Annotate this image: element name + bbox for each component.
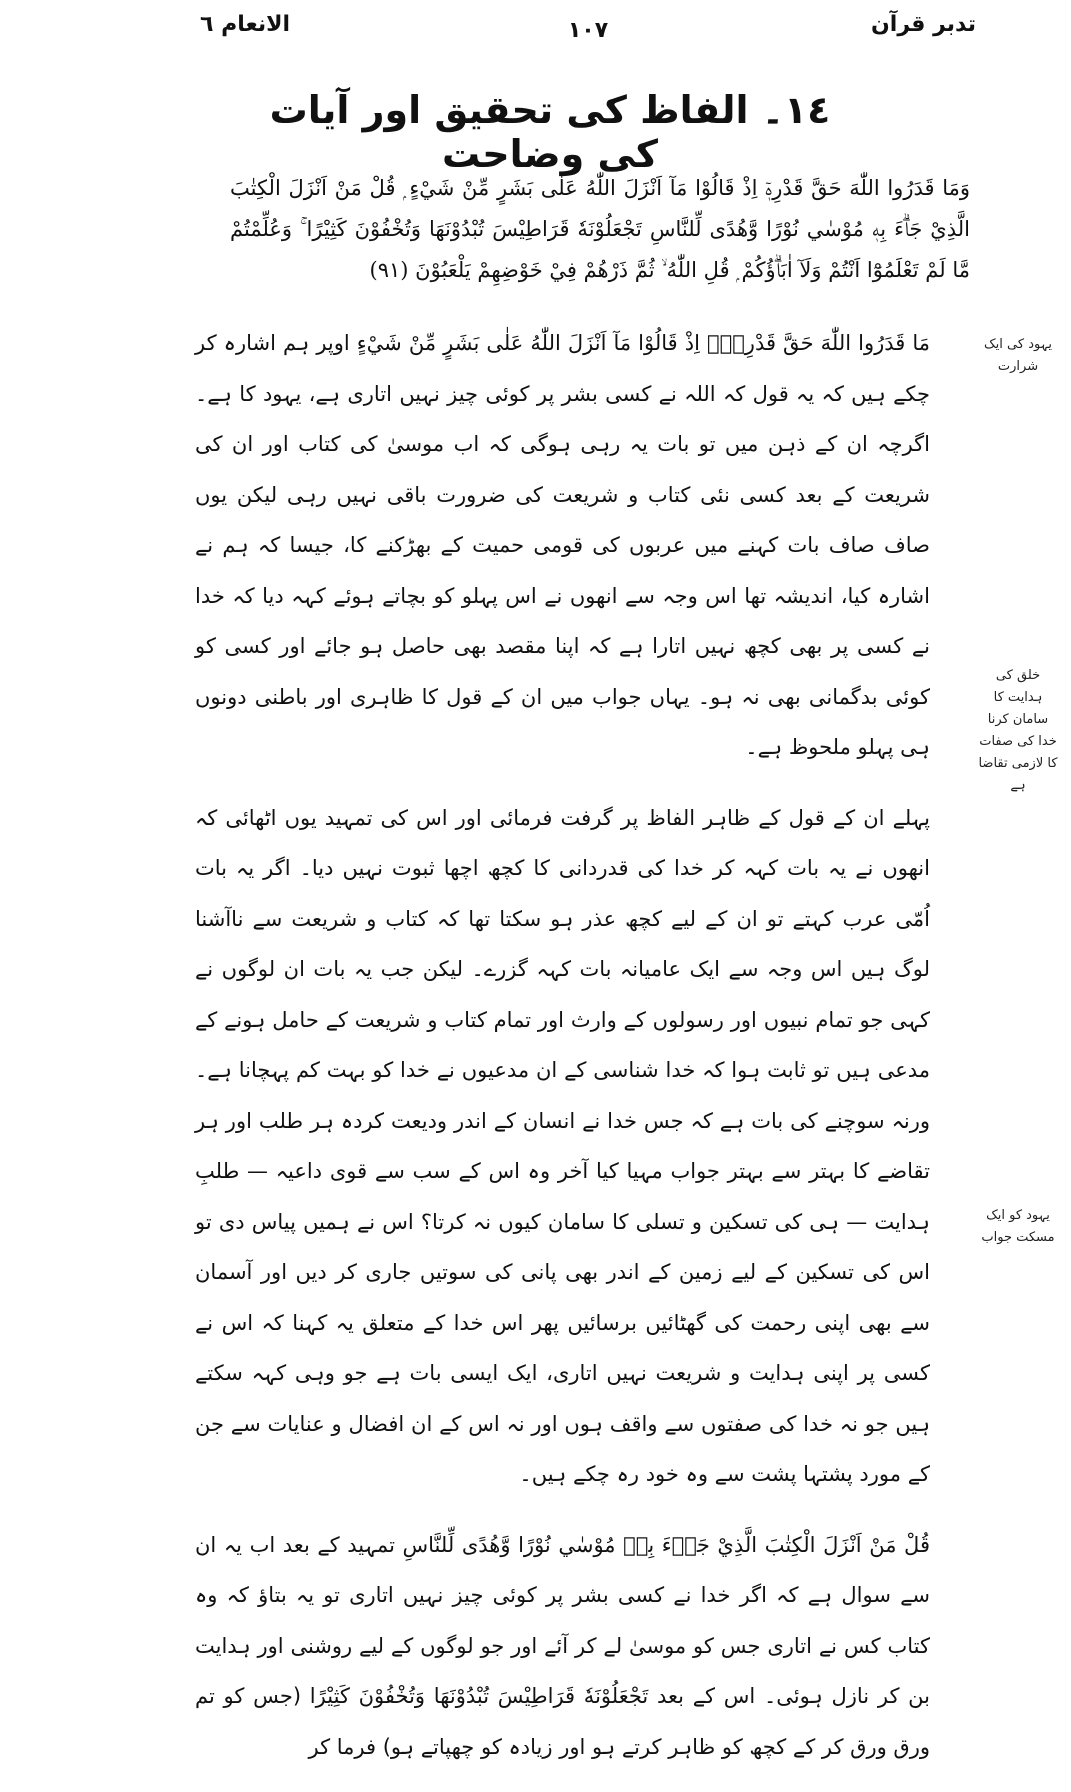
margin-note: خلق کی ہدایت کا سامان کرنا خدا کی صفات کا لازمی تقاضا ہے [978, 668, 1058, 793]
page-number: ١٠٧ [567, 18, 609, 43]
book-title: تدبر قرآن [871, 12, 976, 37]
paragraph-text: پہلے ان کے قول کے ظاہر الفاظ پر گرفت فرمائی اور اس کی تمہید یوں اٹھائی کہ انھوں نے یہ بات کہہ کر خدا کی قدردانی کا کچھ اچھا ثبوت نہیں دیا۔ اگر یہ بات اُمّی عرب کہتے تو ان کے لیے کچھ عذر ہو سکتا تھا کہ کتاب و شریعت سے ناآشنا لوگ ہیں اس وجہ سے ایک عامیانہ بات کہہ گزرے۔ لیکن جب یہ بات ان لوگوں نے کہی جو تمام نبیوں اور رسولوں کے وارث اور تمام کتاب و شریعت کے حامل ہونے کے مدعی ہیں تو ثابت ہوا کہ خدا شناسی کے ان مدعیوں نے خدا کو بہت کم پہچانا ہے۔ ورنہ سوچنے کی بات ہے کہ جس خدا نے انسان کے اندر ودیعت کردہ ہر طلب اور ہر تقاضے کا بہتر سے بہتر جواب مہیا کیا آخر وہ اس کے سب سے قوی داعیہ — طلبِ ہدایت — ہی کی تسکین و تسلی کا سامان کیوں نہ کرتا؟ اس نے ہمیں پیاس دی تو اس کی تسکین کے لیے زمین کے اندر بھی پانی کی سوتیں جاری کر دیں اور آسمان سے بھی اپنی رحمت کی گھٹائیں برسائیں پھر اس خدا کے متعلق یہ کہنا کہ اس نے کسی پر اپنی ہدایت و شریعت نہیں اتاری، ایک ایسی بات ہے جو وہی کہہ سکتے ہیں جو نہ خدا کی صفتوں سے واقف ہوں اور نہ اس کے ان افضال و عنایات سے جن کے مورد پشتہا پشت سے وہ خود رہ چکے ہیں۔ [195, 805, 930, 1486]
section-heading: ١٤۔ الفاظ کی تحقیق اور آیات کی وضاحت [269, 88, 831, 176]
quran-verse: وَمَا قَدَرُوا اللّٰهَ حَقَّ قَدْرِهٖٓ اِذْ قَالُوْا مَآ اَنْزَلَ اللّٰهُ عَلٰى بَشَرٍ مِّنْ شَيْءٍ ۭ قُلْ مَنْ اَنْزَلَ الْكِتٰبَ الَّذِيْ جَاۗءَ بِهٖ مُوْسٰي نُوْرًا وَّهُدًى لِّلنَّاسِ تَجْعَلُوْنَهٗ قَرَاطِيْسَ تُبْدُوْنَهَا وَتُخْفُوْنَ كَثِيْرًا ۚ وَعُلِّمْتُمْ مَّا لَمْ تَعْلَمُوْٓا اَنْتُمْ وَلَآ اٰبَاۗؤُكُمْ ۭ قُلِ اللّٰهُ ۙ ثُمَّ ذَرْهُمْ فِيْ خَوْضِهِمْ يَلْعَبُوْنَ (٩١) [230, 176, 970, 282]
commentary-paragraph [195, 793, 930, 1500]
verse-quote: مَا قَدَرُوا اللّٰهَ حَقَّ قَدْرِهٖٓ اِذْ قَالُوْا مَآ اَنْزَلَ اللّٰهُ عَلٰى بَشَرٍ مِّنْ شَيْءٍ [356, 331, 930, 355]
commentary-paragraph [195, 318, 930, 773]
commentary-body [195, 318, 930, 1792]
paragraph-text: تمہید کے بعد اب یہ ان سے سوال ہے کہ اگر خدا نے کسی بشر پر کوئی چیز نہیں اتاری تو یہ بتاؤ کہ وہ کتاب کس نے اتاری جس کو موسیٰ لے کر آئے اور جو لوگوں کے لیے روشنی اور ہدایت بن کر نازل ہوئی۔ اس کے بعد تَجْعَلُوْنَهٗ قَرَاطِيْسَ تُبْدُوْنَهَا وَتُخْفُوْنَ كَثِيْرًا (جس کو تم ورق ورق کر کے کچھ کو ظاہر کرتے ہو اور زیادہ کو چھپاتے ہو) فرما کر [195, 1532, 930, 1759]
verse-quote: قُلْ مَنْ اَنْزَلَ الْكِتٰبَ الَّذِيْ جَاۗءَ بِهٖ مُوْسٰي نُوْرًا وَّهُدًى لِّلنَّاسِ [402, 1532, 930, 1557]
margin-note: یہود کو ایک مسکت جواب [981, 1208, 1055, 1245]
surah-name: الانعام ٦ [200, 12, 291, 37]
commentary-paragraph [195, 1520, 930, 1773]
margin-note: یہود کی ایک شرارت [984, 337, 1052, 374]
running-header [200, 12, 976, 52]
paragraph-text: اوپر ہم اشارہ کر چکے ہیں کہ یہ قول کہ اللہ نے کسی بشر پر کوئی چیز نہیں اتاری ہے، یہود کا ہے۔ اگرچہ ان کے ذہن میں تو بات یہ رہی ہوگی کہ اب موسیٰ کی کتاب اور ان کی شریعت کے بعد کسی نئی کتاب و شریعت کی ضرورت باقی نہیں رہی لیکن یوں صاف صاف بات کہنے میں عربوں کی قومی حمیت کے بھڑکنے کا، جیسا کہ ہم نے اشارہ کیا، اندیشہ تھا اس وجہ سے انھوں نے اس پہلو کو بچاتے ہوئے کہہ دیا کہ خدا نے کسی پر بھی کچھ نہیں اتارا ہے کہ اپنا مقصد بھی حاصل ہو جائے اور کسی کو کوئی بدگمانی بھی نہ ہو۔ یہاں جواب میں ان کے قول کا ظاہری اور باطنی دونوں ہی پہلو ملحوظ ہے۔ [195, 331, 930, 759]
